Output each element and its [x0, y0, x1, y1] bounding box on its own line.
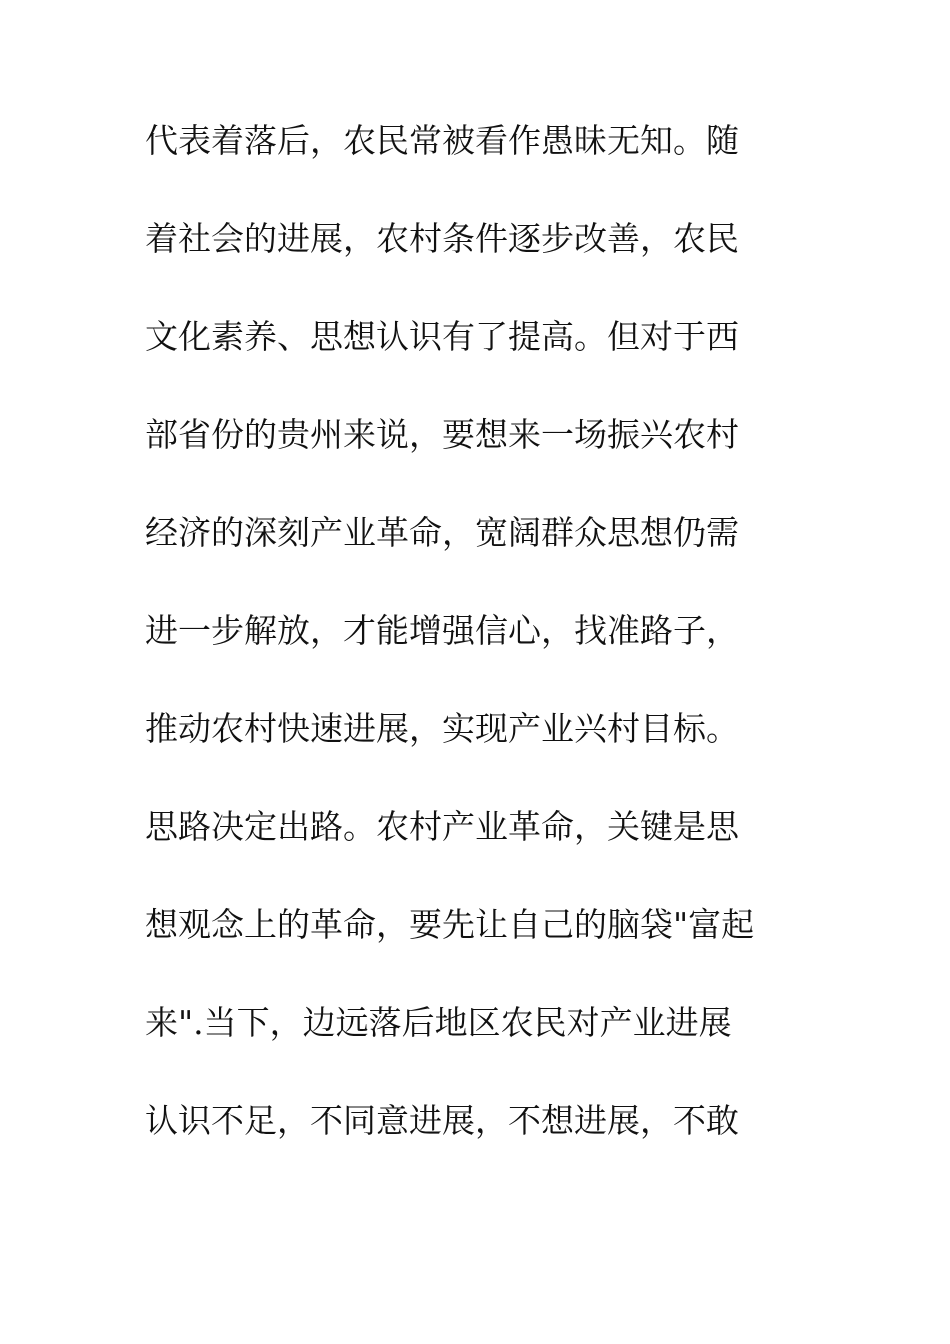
text-line: 文化素养、思想认识有了提高。但对于西: [145, 317, 739, 356]
text-line: 推动农村快速进展，实现产业兴村目标。: [145, 709, 739, 748]
text-line: 认识不足，不同意进展，不想进展，不敢: [145, 1101, 739, 1140]
text-line: 着社会的进展，农村条件逐步改善，农民: [145, 219, 739, 258]
text-line: 来".当下，边远落后地区农民对产业进展: [145, 1003, 732, 1042]
text-line: 代表着落后，农民常被看作愚昧无知。随: [145, 121, 739, 160]
text-line: 经济的深刻产业革命，宽阔群众思想仍需: [145, 513, 739, 552]
text-line: 进一步解放，才能增强信心，找准路子，: [145, 611, 739, 650]
text-line: 思路决定出路。农村产业革命，关键是思: [145, 807, 739, 846]
body-text: [145, 121, 815, 1202]
text-line: 想观念上的革命，要先让自己的脑袋"富起: [145, 905, 755, 944]
text-line: 部省份的贵州来说，要想来一场振兴农村: [145, 415, 739, 454]
